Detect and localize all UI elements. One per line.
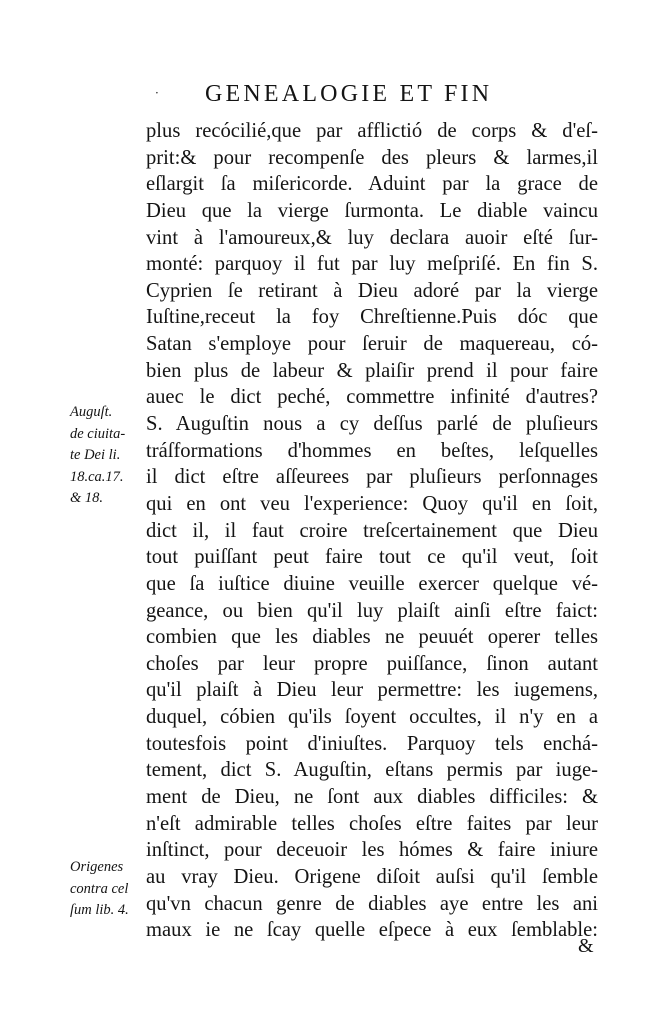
text-line: que ſa iuſtice diuine veuille exercer quelque vé-: [146, 572, 598, 595]
text-line: Satan s'employe pour ſeruir de maquereau, có-: [146, 333, 598, 356]
text-line: auec le dict peché, commettre infinité d'autres?: [146, 386, 598, 409]
text-line: eſlargit ſa miſericorde. Aduint par la grace de: [146, 173, 598, 196]
margin-note-line: ſum lib. 4.: [70, 902, 129, 918]
text-line: n'eſt admirable telles choſes eſtre faites par leur: [146, 812, 598, 835]
text-line: ment de Dieu, ne ſont aux diables difficiles: &: [146, 786, 598, 809]
margin-note-origenes: [70, 857, 148, 922]
text-line: tement, dict S. Auguſtin, eſtans permis par iuge-: [146, 759, 598, 782]
text-line: duquel, cóbien qu'ils ſoyent occultes, il n'y en a: [146, 706, 598, 729]
text-line: S. Auguſtin nous a cy deſſus parlé de pluſieurs: [146, 413, 598, 436]
text-line: vint à l'amoureux,& luy declara auoir eſté ſur-: [146, 226, 598, 249]
text-line: monté: parquoy il fut par luy meſpriſé. En fin S.: [146, 253, 598, 276]
margin-note-augustin: [70, 402, 148, 510]
text-line: au vray Dieu. Origene diſoit auſsi qu'il ſemble: [146, 865, 598, 888]
text-line: prit:& pour recompenſe des pleurs & larmes,il: [146, 146, 598, 169]
text-line: maux ie ne ſcay quelle eſpece à eux ſemblable:: [146, 919, 598, 942]
text-line: tout puiſſant peut faire tout ce qu'il veut, ſoit: [146, 546, 598, 569]
text-line: Iuſtine,receut la foy Chreſtienne.Puis dóc que: [146, 306, 598, 329]
margin-note-line: de ciuita-: [70, 425, 126, 442]
text-line: il dict eſtre aſſeurees par pluſieurs perſonnages: [146, 466, 598, 489]
margin-note-line: Auguſt.: [70, 404, 113, 420]
text-line: Cyprien ſe retirant à Dieu adoré par la vierge: [146, 279, 598, 302]
text-line: plus recócilié,que par affliϲtió de corps & d'eſ-: [146, 120, 598, 142]
text-line: tráſformations d'hommes en beſtes, leſquelles: [146, 439, 598, 462]
text-line: combien que les diables ne peuuét operer telles: [146, 626, 598, 649]
text-line: geance, ou bien qu'il luy plaiſt ainſi eſtre faict:: [146, 599, 598, 622]
margin-note-line: contra cel: [70, 880, 129, 897]
body-text: [146, 118, 598, 944]
text-line: qu'il plaiſt à Dieu leur permettre: les iugemens,: [146, 679, 598, 702]
margin-note-line: te Dei li.: [70, 447, 121, 463]
margin-note-line: Origenes: [70, 859, 124, 875]
text-line: qu'vn chacun genre de diables aye entre les ani: [146, 892, 598, 915]
text-line: bien plus de labeur & plaiſir prend il pour faire: [146, 359, 598, 382]
running-head-mark: ·: [155, 86, 159, 100]
text-line: inſtinct, pour deceuoir les hómes & faire iniure: [146, 839, 598, 862]
text-line: Dieu que la vierge ſurmonta. Le diable vaincu: [146, 199, 598, 222]
margin-note-line: & 18.: [70, 490, 104, 506]
text-line: qui en ont veu l'experience: Quoy qu'il en ſoit,: [146, 492, 598, 515]
margin-note-line: 18.ca.17.: [70, 468, 124, 485]
text-line: dict il, il faut croire treſcertainement que Dieu: [146, 519, 598, 542]
text-line: toutesfois point d'iniuſtes. Parquoy tels enchá-: [146, 732, 598, 755]
text-line: choſes par leur propre puiſſance, ſinon autant: [146, 652, 598, 675]
catchword: &: [578, 935, 594, 957]
running-head: GENEALOGIE ET FIN: [205, 81, 493, 107]
